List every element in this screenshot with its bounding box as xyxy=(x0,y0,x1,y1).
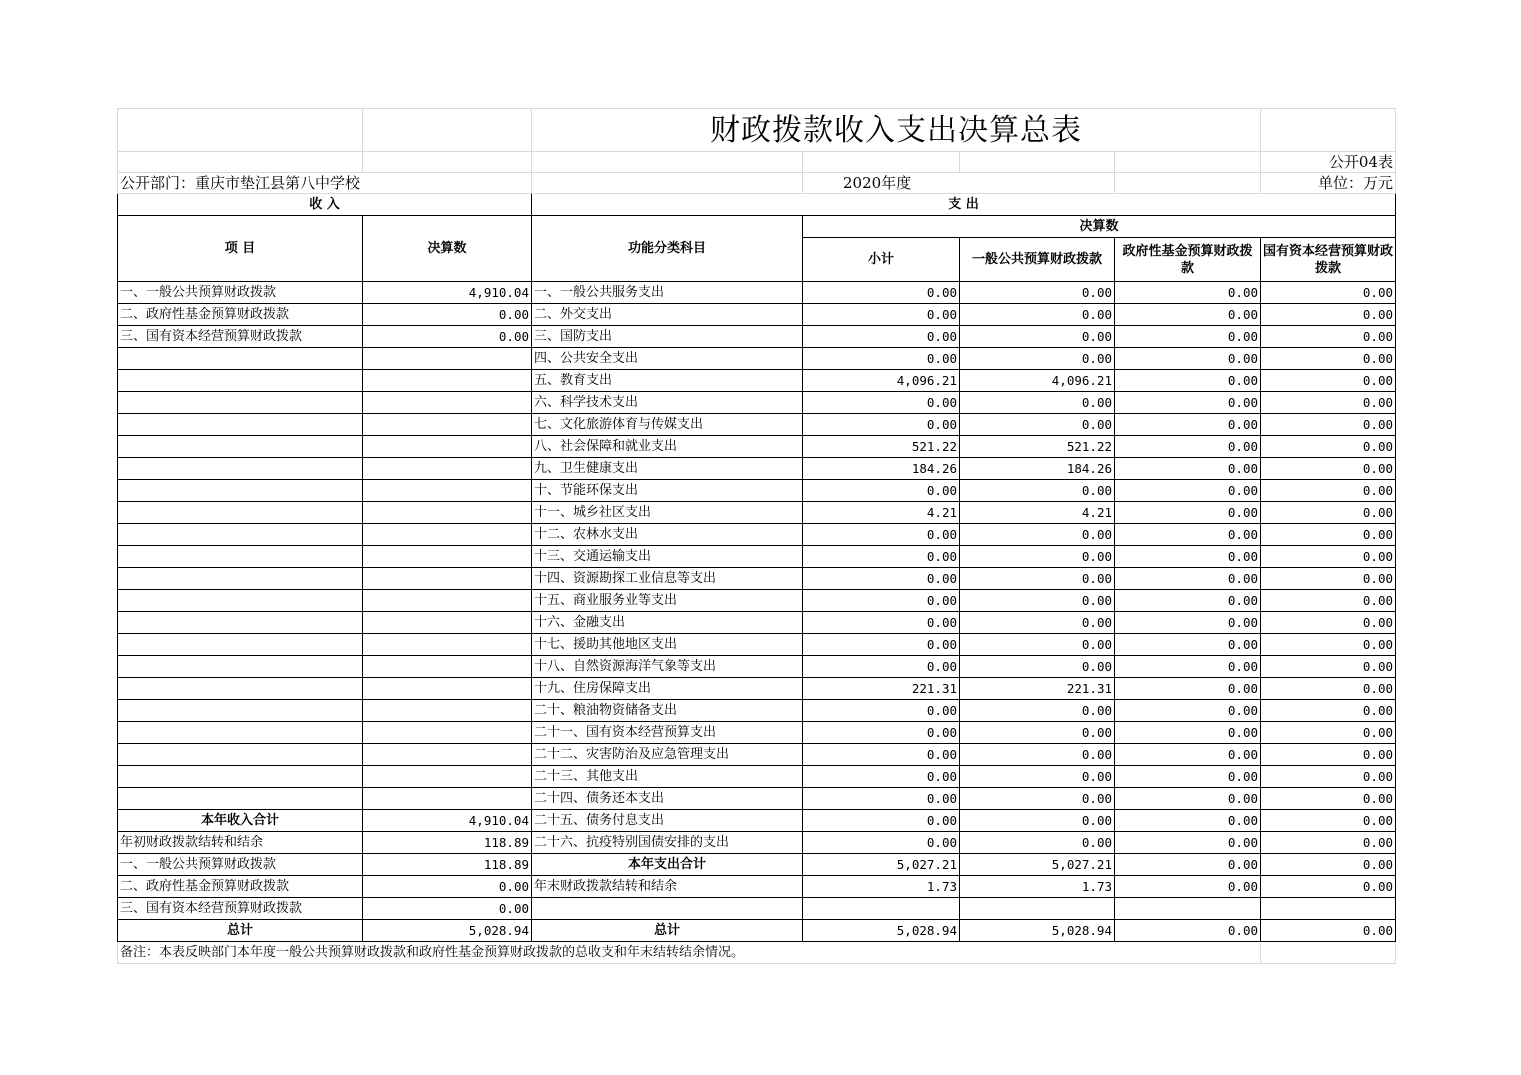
expense-fund: 0.00 xyxy=(1115,744,1261,766)
expense-item: 十七、援助其他地区支出 xyxy=(532,634,803,656)
expense-fund: 0.00 xyxy=(1115,876,1261,898)
income-amount xyxy=(363,568,532,590)
income-item: 三、国有资本经营预算财政拨款 xyxy=(118,326,363,348)
expense-fund: 0.00 xyxy=(1115,766,1261,788)
income-item: 一、一般公共预算财政拨款 xyxy=(118,282,363,304)
expense-soe: 0.00 xyxy=(1261,458,1396,480)
expense-subtotal: 5,027.21 xyxy=(803,854,960,876)
income-item xyxy=(118,524,363,546)
general-budget-header: 一般公共预算财政拨款 xyxy=(960,238,1115,282)
income-item xyxy=(118,744,363,766)
expense-soe: 0.00 xyxy=(1261,744,1396,766)
expense-general: 0.00 xyxy=(960,810,1115,832)
expense-general: 5,028.94 xyxy=(960,920,1115,942)
table-row xyxy=(118,436,1396,458)
expense-soe: 0.00 xyxy=(1261,722,1396,744)
income-item xyxy=(118,392,363,414)
expense-fund: 0.00 xyxy=(1115,458,1261,480)
table-row xyxy=(118,282,1396,304)
table-row xyxy=(118,348,1396,370)
expense-general xyxy=(960,898,1115,920)
income-amount: 4,910.04 xyxy=(363,810,532,832)
table-row xyxy=(118,876,1396,898)
expense-item: 四、公共安全支出 xyxy=(532,348,803,370)
expense-item: 二十、粮油物资储备支出 xyxy=(532,700,803,722)
income-item xyxy=(118,590,363,612)
income-item xyxy=(118,458,363,480)
department-label: 公开部门：重庆市垫江县第八中学校 xyxy=(118,173,532,194)
expense-fund: 0.00 xyxy=(1115,546,1261,568)
expense-subtotal: 0.00 xyxy=(803,832,960,854)
expense-general: 0.00 xyxy=(960,722,1115,744)
table-row xyxy=(118,920,1396,942)
income-item xyxy=(118,348,363,370)
expense-item: 二十一、国有资本经营预算支出 xyxy=(532,722,803,744)
expense-general: 0.00 xyxy=(960,326,1115,348)
form-code: 公开04表 xyxy=(1261,152,1396,173)
subtotal-header: 小计 xyxy=(803,238,960,282)
expense-soe: 0.00 xyxy=(1261,546,1396,568)
expense-general: 0.00 xyxy=(960,832,1115,854)
expense-item: 二十五、债务付息支出 xyxy=(532,810,803,832)
income-amount xyxy=(363,700,532,722)
expense-item: 十八、自然资源海洋气象等支出 xyxy=(532,656,803,678)
expense-general: 4,096.21 xyxy=(960,370,1115,392)
income-item xyxy=(118,766,363,788)
income-amount xyxy=(363,370,532,392)
income-amount xyxy=(363,766,532,788)
expense-fund: 0.00 xyxy=(1115,634,1261,656)
table-row xyxy=(118,568,1396,590)
table-row xyxy=(118,744,1396,766)
expense-subtotal: 0.00 xyxy=(803,656,960,678)
expense-general: 0.00 xyxy=(960,744,1115,766)
item-header: 项 目 xyxy=(118,216,363,282)
expense-fund: 0.00 xyxy=(1115,326,1261,348)
income-amount xyxy=(363,612,532,634)
expense-soe: 0.00 xyxy=(1261,766,1396,788)
expense-item: 二十三、其他支出 xyxy=(532,766,803,788)
expense-general: 0.00 xyxy=(960,282,1115,304)
income-amount xyxy=(363,788,532,810)
function-header: 功能分类科目 xyxy=(532,216,803,282)
expense-fund: 0.00 xyxy=(1115,392,1261,414)
fund-budget-header: 政府性基金预算财政拨款 xyxy=(1115,238,1261,282)
income-amount: 0.00 xyxy=(363,326,532,348)
expense-item: 八、社会保障和就业支出 xyxy=(532,436,803,458)
expense-soe: 0.00 xyxy=(1261,502,1396,524)
income-amount: 0.00 xyxy=(363,304,532,326)
expense-item: 十六、金融支出 xyxy=(532,612,803,634)
expense-fund: 0.00 xyxy=(1115,282,1261,304)
expense-general: 0.00 xyxy=(960,788,1115,810)
expense-item: 二十二、灾害防治及应急管理支出 xyxy=(532,744,803,766)
expense-subtotal: 0.00 xyxy=(803,326,960,348)
expense-subtotal: 0.00 xyxy=(803,788,960,810)
expense-soe: 0.00 xyxy=(1261,876,1396,898)
income-item xyxy=(118,414,363,436)
expense-general: 0.00 xyxy=(960,700,1115,722)
income-amount xyxy=(363,678,532,700)
income-item xyxy=(118,546,363,568)
table-row xyxy=(118,304,1396,326)
table-row xyxy=(118,612,1396,634)
income-item: 一、一般公共预算财政拨款 xyxy=(118,854,363,876)
expense-soe: 0.00 xyxy=(1261,612,1396,634)
expense-general: 521.22 xyxy=(960,436,1115,458)
expense-item: 十四、资源勘探工业信息等支出 xyxy=(532,568,803,590)
expense-fund: 0.00 xyxy=(1115,568,1261,590)
income-item xyxy=(118,370,363,392)
expense-item: 九、卫生健康支出 xyxy=(532,458,803,480)
income-amount xyxy=(363,656,532,678)
expense-soe: 0.00 xyxy=(1261,326,1396,348)
expense-general: 0.00 xyxy=(960,766,1115,788)
expense-soe: 0.00 xyxy=(1261,788,1396,810)
table-row xyxy=(118,788,1396,810)
expense-fund: 0.00 xyxy=(1115,920,1261,942)
expense-subtotal: 0.00 xyxy=(803,414,960,436)
table-row xyxy=(118,766,1396,788)
report-table xyxy=(117,108,1396,964)
table-row xyxy=(118,656,1396,678)
income-amount xyxy=(363,524,532,546)
expense-item: 十九、住房保障支出 xyxy=(532,678,803,700)
income-amount xyxy=(363,590,532,612)
expense-general: 4.21 xyxy=(960,502,1115,524)
expense-subtotal: 4.21 xyxy=(803,502,960,524)
unit-label: 单位：万元 xyxy=(1261,173,1396,194)
expense-item: 二十四、债务还本支出 xyxy=(532,788,803,810)
income-item: 二、政府性基金预算财政拨款 xyxy=(118,304,363,326)
expense-general: 0.00 xyxy=(960,546,1115,568)
expense-general: 0.00 xyxy=(960,348,1115,370)
income-amount xyxy=(363,546,532,568)
expense-general: 0.00 xyxy=(960,656,1115,678)
expense-item: 七、文化旅游体育与传媒支出 xyxy=(532,414,803,436)
expense-item: 十一、城乡社区支出 xyxy=(532,502,803,524)
expense-fund: 0.00 xyxy=(1115,524,1261,546)
table-row xyxy=(118,590,1396,612)
expense-subtotal: 184.26 xyxy=(803,458,960,480)
income-amount: 0.00 xyxy=(363,898,532,920)
expense-soe xyxy=(1261,898,1396,920)
expense-general: 1.73 xyxy=(960,876,1115,898)
expense-fund: 0.00 xyxy=(1115,414,1261,436)
expense-general: 0.00 xyxy=(960,480,1115,502)
report-sheet xyxy=(117,108,1395,964)
income-amount xyxy=(363,480,532,502)
expense-general: 0.00 xyxy=(960,634,1115,656)
expense-subtotal: 0.00 xyxy=(803,480,960,502)
income-amount xyxy=(363,744,532,766)
expense-item: 五、教育支出 xyxy=(532,370,803,392)
expense-item: 总计 xyxy=(532,920,803,942)
final-header: 决算数 xyxy=(803,216,1396,238)
table-row xyxy=(118,502,1396,524)
expense-subtotal: 0.00 xyxy=(803,546,960,568)
table-row xyxy=(118,370,1396,392)
expense-subtotal xyxy=(803,898,960,920)
expense-soe: 0.00 xyxy=(1261,370,1396,392)
expense-soe: 0.00 xyxy=(1261,832,1396,854)
expense-item: 十五、商业服务业等支出 xyxy=(532,590,803,612)
expense-general: 5,027.21 xyxy=(960,854,1115,876)
expense-general: 0.00 xyxy=(960,612,1115,634)
expense-soe: 0.00 xyxy=(1261,436,1396,458)
expense-fund: 0.00 xyxy=(1115,612,1261,634)
expense-subtotal: 0.00 xyxy=(803,392,960,414)
expense-subtotal: 0.00 xyxy=(803,590,960,612)
income-item xyxy=(118,502,363,524)
income-item xyxy=(118,722,363,744)
income-item xyxy=(118,788,363,810)
income-amount: 4,910.04 xyxy=(363,282,532,304)
table-row xyxy=(118,898,1396,920)
expense-subtotal: 221.31 xyxy=(803,678,960,700)
expense-item: 年末财政拨款结转和结余 xyxy=(532,876,803,898)
expense-item: 十三、交通运输支出 xyxy=(532,546,803,568)
income-item: 本年收入合计 xyxy=(118,810,363,832)
expense-subtotal: 0.00 xyxy=(803,810,960,832)
table-row xyxy=(118,678,1396,700)
expense-soe: 0.00 xyxy=(1261,678,1396,700)
report-title: 财政拨款收入支出决算总表 xyxy=(532,109,1261,152)
expense-general: 0.00 xyxy=(960,590,1115,612)
expense-fund: 0.00 xyxy=(1115,370,1261,392)
income-item xyxy=(118,568,363,590)
expense-subtotal: 0.00 xyxy=(803,568,960,590)
income-header: 收 入 xyxy=(118,194,532,216)
expense-item: 二、外交支出 xyxy=(532,304,803,326)
expense-general: 184.26 xyxy=(960,458,1115,480)
expense-general: 221.31 xyxy=(960,678,1115,700)
expense-item: 三、国防支出 xyxy=(532,326,803,348)
expense-soe: 0.00 xyxy=(1261,414,1396,436)
expense-subtotal: 0.00 xyxy=(803,634,960,656)
expense-soe: 0.00 xyxy=(1261,634,1396,656)
table-row xyxy=(118,392,1396,414)
expense-item: 二十六、抗疫特别国债安排的支出 xyxy=(532,832,803,854)
expense-general: 0.00 xyxy=(960,414,1115,436)
expense-item xyxy=(532,898,803,920)
expense-fund: 0.00 xyxy=(1115,304,1261,326)
fiscal-year: 2020年度 xyxy=(803,173,1115,194)
income-amount xyxy=(363,458,532,480)
income-amount xyxy=(363,634,532,656)
income-amount xyxy=(363,502,532,524)
income-item xyxy=(118,678,363,700)
income-amount: 5,028.94 xyxy=(363,920,532,942)
income-item xyxy=(118,656,363,678)
expense-subtotal: 0.00 xyxy=(803,282,960,304)
expense-soe: 0.00 xyxy=(1261,480,1396,502)
expense-soe: 0.00 xyxy=(1261,656,1396,678)
expense-subtotal: 0.00 xyxy=(803,348,960,370)
expense-item: 六、科学技术支出 xyxy=(532,392,803,414)
table-row xyxy=(118,458,1396,480)
expense-item: 十二、农林水支出 xyxy=(532,524,803,546)
expense-subtotal: 521.22 xyxy=(803,436,960,458)
expense-fund: 0.00 xyxy=(1115,436,1261,458)
expense-subtotal: 0.00 xyxy=(803,744,960,766)
expense-header: 支 出 xyxy=(532,194,1396,216)
income-item xyxy=(118,480,363,502)
expense-soe: 0.00 xyxy=(1261,524,1396,546)
expense-general: 0.00 xyxy=(960,392,1115,414)
expense-subtotal: 0.00 xyxy=(803,766,960,788)
table-row xyxy=(118,700,1396,722)
expense-general: 0.00 xyxy=(960,304,1115,326)
footnote: 备注：本表反映部门本年度一般公共预算财政拨款和政府性基金预算财政拨款的总收支和年末结转结余情况。 xyxy=(118,942,1261,964)
income-amount xyxy=(363,392,532,414)
expense-soe: 0.00 xyxy=(1261,700,1396,722)
table-row xyxy=(118,832,1396,854)
expense-fund: 0.00 xyxy=(1115,590,1261,612)
table-row xyxy=(118,634,1396,656)
expense-fund: 0.00 xyxy=(1115,678,1261,700)
expense-soe: 0.00 xyxy=(1261,810,1396,832)
expense-fund: 0.00 xyxy=(1115,832,1261,854)
expense-subtotal: 1.73 xyxy=(803,876,960,898)
income-amount: 118.89 xyxy=(363,854,532,876)
expense-general: 0.00 xyxy=(960,524,1115,546)
income-amount: 118.89 xyxy=(363,832,532,854)
table-row xyxy=(118,854,1396,876)
income-amount xyxy=(363,414,532,436)
table-row xyxy=(118,414,1396,436)
table-row xyxy=(118,810,1396,832)
expense-soe: 0.00 xyxy=(1261,282,1396,304)
expense-subtotal: 0.00 xyxy=(803,304,960,326)
table-row xyxy=(118,524,1396,546)
expense-fund: 0.00 xyxy=(1115,810,1261,832)
table-row xyxy=(118,722,1396,744)
table-row xyxy=(118,326,1396,348)
expense-subtotal: 0.00 xyxy=(803,722,960,744)
income-item xyxy=(118,612,363,634)
income-item xyxy=(118,436,363,458)
expense-fund: 0.00 xyxy=(1115,502,1261,524)
table-row xyxy=(118,546,1396,568)
expense-soe: 0.00 xyxy=(1261,854,1396,876)
expense-subtotal: 4,096.21 xyxy=(803,370,960,392)
soe-budget-header: 国有资本经营预算财政拨款 xyxy=(1261,238,1396,282)
amount-header: 决算数 xyxy=(363,216,532,282)
income-item: 二、政府性基金预算财政拨款 xyxy=(118,876,363,898)
expense-subtotal: 5,028.94 xyxy=(803,920,960,942)
expense-item: 一、一般公共服务支出 xyxy=(532,282,803,304)
income-amount xyxy=(363,722,532,744)
income-item xyxy=(118,700,363,722)
expense-fund xyxy=(1115,898,1261,920)
expense-subtotal: 0.00 xyxy=(803,612,960,634)
expense-fund: 0.00 xyxy=(1115,348,1261,370)
expense-item: 本年支出合计 xyxy=(532,854,803,876)
expense-item: 十、节能环保支出 xyxy=(532,480,803,502)
expense-soe: 0.00 xyxy=(1261,348,1396,370)
income-item: 总计 xyxy=(118,920,363,942)
expense-fund: 0.00 xyxy=(1115,480,1261,502)
expense-general: 0.00 xyxy=(960,568,1115,590)
income-item: 年初财政拨款结转和结余 xyxy=(118,832,363,854)
income-amount xyxy=(363,436,532,458)
expense-subtotal: 0.00 xyxy=(803,700,960,722)
expense-fund: 0.00 xyxy=(1115,700,1261,722)
expense-soe: 0.00 xyxy=(1261,920,1396,942)
income-item xyxy=(118,634,363,656)
expense-soe: 0.00 xyxy=(1261,568,1396,590)
expense-subtotal: 0.00 xyxy=(803,524,960,546)
expense-fund: 0.00 xyxy=(1115,656,1261,678)
table-row xyxy=(118,480,1396,502)
expense-soe: 0.00 xyxy=(1261,392,1396,414)
expense-fund: 0.00 xyxy=(1115,788,1261,810)
expense-fund: 0.00 xyxy=(1115,722,1261,744)
income-amount xyxy=(363,348,532,370)
expense-soe: 0.00 xyxy=(1261,304,1396,326)
income-amount: 0.00 xyxy=(363,876,532,898)
income-item: 三、国有资本经营预算财政拨款 xyxy=(118,898,363,920)
expense-soe: 0.00 xyxy=(1261,590,1396,612)
expense-fund: 0.00 xyxy=(1115,854,1261,876)
